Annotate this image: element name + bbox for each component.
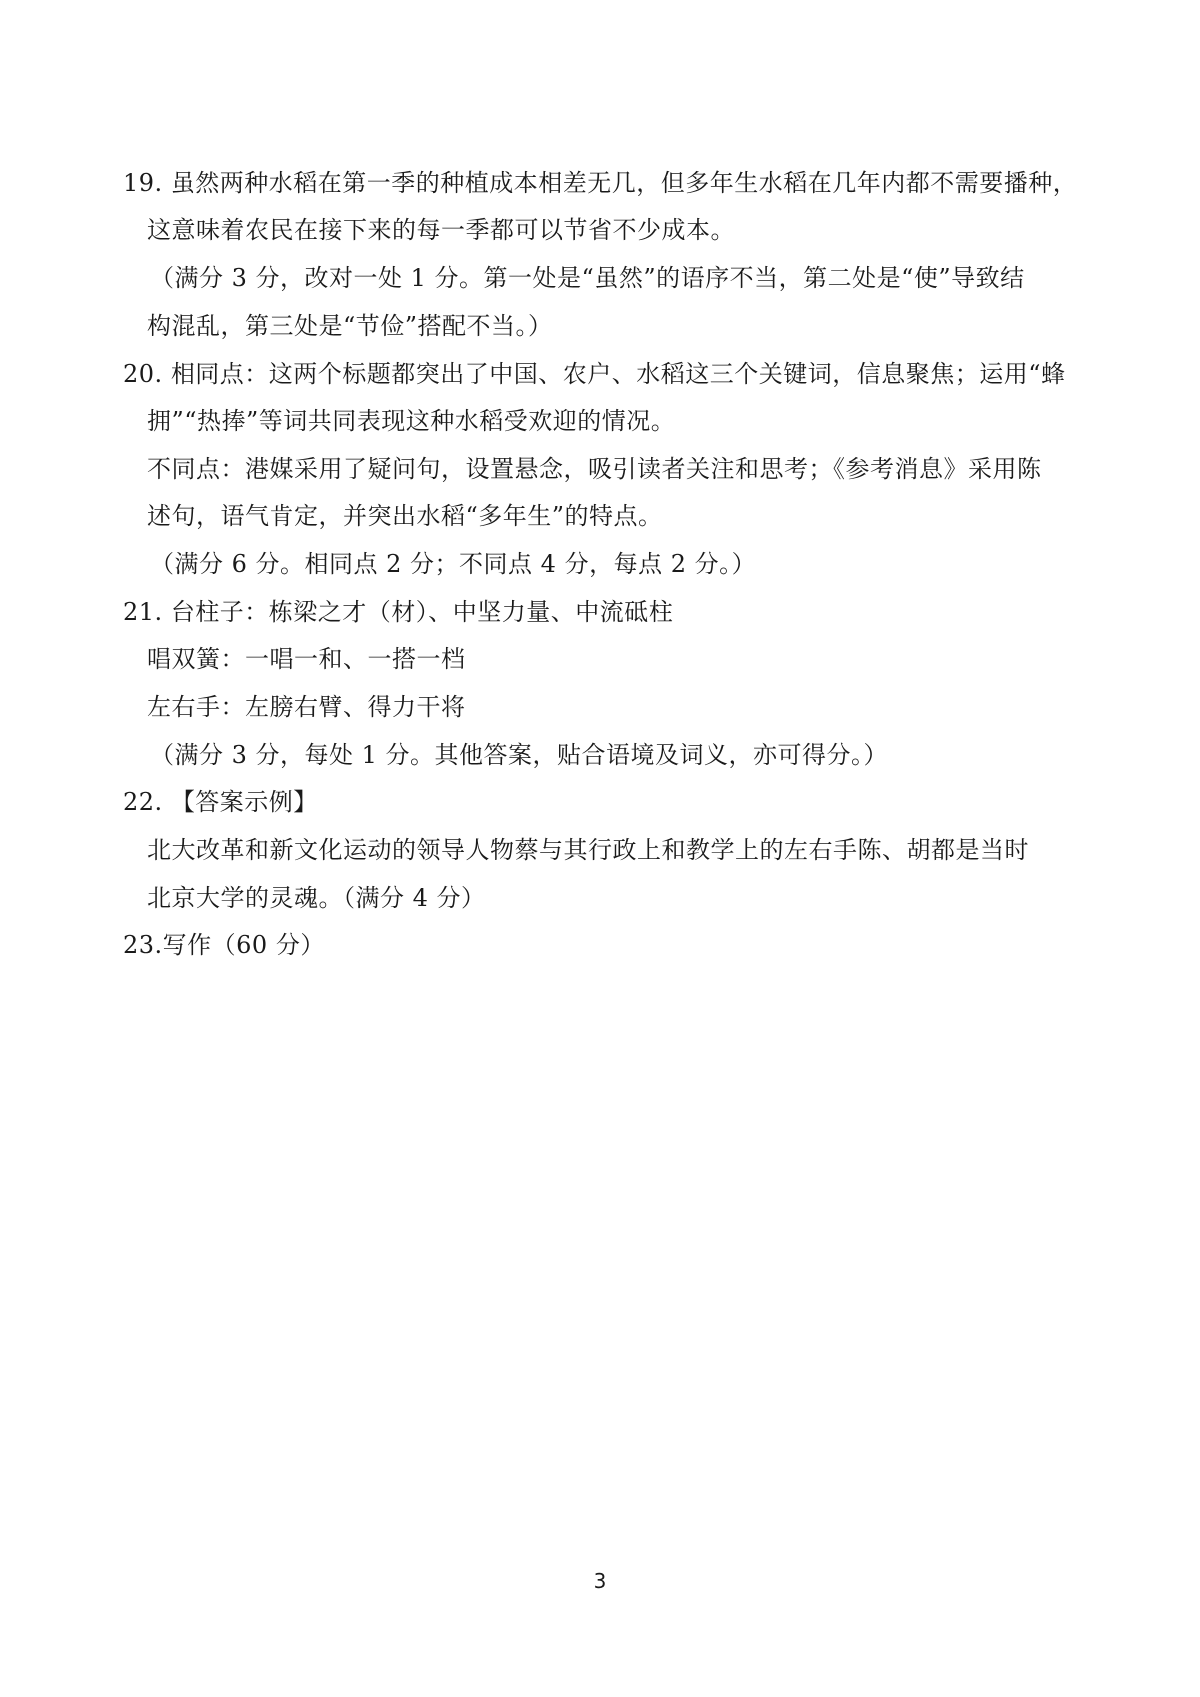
page-number: 3 xyxy=(593,1569,607,1593)
q22-line-1 xyxy=(123,786,318,818)
q20-number: 20. xyxy=(123,360,163,388)
q19-line-1 xyxy=(123,167,1077,199)
q21-line-1 xyxy=(123,596,673,628)
q22-number: 22. xyxy=(123,788,163,816)
q21-line-3: 左右手：左膀右臂、得力干将 xyxy=(147,693,466,721)
q22-line-2: 北大改革和新文化运动的领导人物蔡与其行政上和教学上的左右手陈、胡都是当时 xyxy=(147,836,1029,864)
q21-number: 21. xyxy=(123,598,163,626)
q20-note: （满分 6 分。相同点 2 分；不同点 4 分，每点 2 分。） xyxy=(150,550,757,578)
q21-note: （满分 3 分，每处 1 分。其他答案，贴合语境及词义，亦可得分。） xyxy=(150,741,889,769)
q22-line-3: 北京大学的灵魂。（满分 4 分） xyxy=(147,884,486,912)
q19-text-1: 虽然两种水稻在第一季的种植成本相差无几，但多年生水稻在几年内都不需要播种， xyxy=(170,169,1078,197)
q19-note-1: （满分 3 分，改对一处 1 分。第一处是“虽然”的语序不当，第二处是“使”导致结 xyxy=(150,264,1025,292)
q19-number: 19. xyxy=(123,169,163,197)
q21-text-1: 台柱子：栋梁之才（材）、中坚力量、中流砥柱 xyxy=(170,598,674,626)
q20-line-4: 述句，语气肯定，并突出水稻“多年生”的特点。 xyxy=(147,502,663,530)
q20-line-3: 不同点：港媒采用了疑问句，设置悬念，吸引读者关注和思考；《参考消息》采用陈 xyxy=(147,455,1042,483)
q20-line-2: 拥”“热捧”等词共同表现这种水稻受欢迎的情况。 xyxy=(147,407,676,435)
q20-line-1 xyxy=(123,358,1066,390)
q21-line-2: 唱双簧：一唱一和、一搭一档 xyxy=(147,645,466,673)
q20-text-1: 相同点：这两个标题都突出了中国、农户、水稻这三个关键词，信息聚焦；运用“蜂 xyxy=(170,360,1066,388)
q19-note-2: 构混乱，第三处是“节俭”搭配不当。） xyxy=(147,312,553,340)
q23-line: 23.写作（60 分） xyxy=(123,931,325,959)
q19-line-2: 这意味着农民在接下来的每一季都可以节省不少成本。 xyxy=(147,216,735,244)
q22-heading: 【答案示例】 xyxy=(170,788,318,816)
